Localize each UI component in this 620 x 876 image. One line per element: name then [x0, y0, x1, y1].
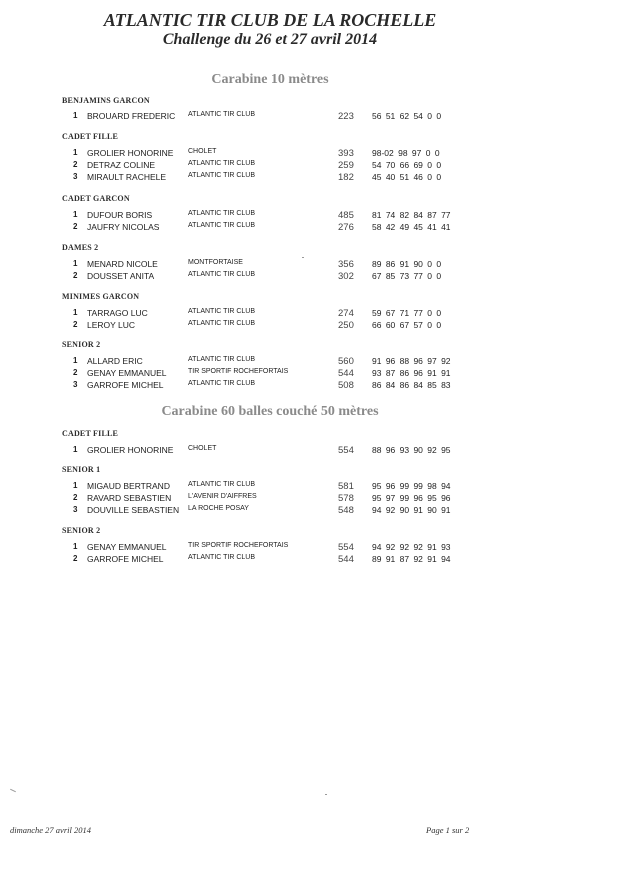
total-score: 485 [338, 210, 354, 221]
shooter-name: MIRAULT RACHELE [87, 172, 167, 182]
rank: 2 [73, 271, 78, 280]
shooter-name: GROLIER HONORINE [87, 445, 174, 455]
shooter-name: BROUARD FREDERIC [87, 111, 176, 121]
total-score: 182 [338, 172, 354, 183]
series-scores: 67 85 73 77 0 0 [372, 271, 442, 281]
result-row [0, 308, 620, 320]
rank: 2 [73, 320, 78, 329]
total-score: 274 [338, 308, 354, 319]
shooter-name: LEROY LUC [87, 320, 136, 330]
series-scores: 66 60 67 57 0 0 [372, 320, 442, 330]
club-name: ATLANTIC TIR CLUB [188, 210, 256, 217]
shooter-name: DOUVILLE SEBASTIEN [87, 505, 180, 515]
result-row [0, 445, 620, 457]
series-scores: 81 74 82 84 87 77 [372, 210, 451, 220]
category-heading: SENIOR 2 [62, 340, 101, 349]
total-score: 578 [338, 493, 354, 504]
shooter-name: GARROFE MICHEL [87, 380, 164, 390]
total-score: 560 [338, 356, 354, 367]
rank: 1 [73, 210, 78, 219]
rank: 3 [73, 505, 78, 514]
rank: 3 [73, 380, 78, 389]
club-name: MONTFORTAISE [188, 259, 243, 266]
result-row [0, 320, 620, 332]
rank: 2 [73, 554, 78, 563]
shooter-name: GENAY EMMANUEL [87, 368, 167, 378]
footer-page-number: Page 1 sur 2 [426, 825, 470, 835]
rank: 1 [73, 356, 78, 365]
total-score: 356 [338, 259, 354, 270]
category-heading: MINIMES GARCON [62, 292, 140, 301]
category-heading: SENIOR 2 [62, 526, 101, 535]
shooter-name: JAUFRY NICOLAS [87, 222, 160, 232]
category-heading: CADET FILLE [62, 429, 119, 438]
result-row [0, 505, 620, 517]
result-row [0, 111, 620, 123]
shooter-name: GENAY EMMANUEL [87, 542, 167, 552]
total-score: 544 [338, 554, 354, 565]
rank: 2 [73, 493, 78, 502]
series-scores: 58 42 49 45 41 41 [372, 222, 451, 232]
section-title: Carabine 10 mètres [211, 72, 329, 87]
page-subtitle: Challenge du 26 et 27 avril 2014 [162, 31, 378, 48]
result-row [0, 148, 620, 160]
result-row [0, 222, 620, 234]
rank: 1 [73, 445, 78, 454]
category-heading: CADET GARCON [62, 194, 130, 203]
result-row [0, 259, 620, 271]
series-scores: 91 96 88 96 97 92 [372, 356, 451, 366]
total-score: 554 [338, 445, 354, 456]
club-name: ATLANTIC TIR CLUB [188, 308, 256, 315]
shooter-name: DUFOUR BORIS [87, 210, 153, 220]
total-score: 259 [338, 160, 354, 171]
rank: 1 [73, 481, 78, 490]
rank: 1 [73, 259, 78, 268]
total-score: 250 [338, 320, 354, 331]
rank: 2 [73, 222, 78, 231]
club-name: ATLANTIC TIR CLUB [188, 320, 256, 327]
rank: 1 [73, 111, 78, 120]
club-name: ATLANTIC TIR CLUB [188, 222, 256, 229]
result-row [0, 271, 620, 283]
total-score: 302 [338, 271, 354, 282]
series-scores: 94 92 90 91 90 91 [372, 505, 451, 515]
rank: 1 [73, 308, 78, 317]
shooter-name: ALLARD ERIC [87, 356, 143, 366]
category-heading: DAMES 2 [62, 243, 99, 252]
shooter-name: TARRAGO LUC [87, 308, 148, 318]
result-row [0, 380, 620, 392]
result-row [0, 160, 620, 172]
result-row [0, 172, 620, 184]
series-scores: 56 51 62 54 0 0 [372, 111, 442, 121]
shooter-name: DETRAZ COLINE [87, 160, 156, 170]
series-scores: 45 40 51 46 0 0 [372, 172, 442, 182]
club-name: ATLANTIC TIR CLUB [188, 356, 256, 363]
shooter-name: RAVARD SEBASTIEN [87, 493, 172, 503]
series-scores: 59 67 71 77 0 0 [372, 308, 442, 318]
series-scores: 89 86 91 90 0 0 [372, 259, 442, 269]
club-name: ATLANTIC TIR CLUB [188, 160, 256, 167]
category-heading: BENJAMINS GARCON [62, 96, 150, 105]
series-scores: 89 91 87 92 91 94 [372, 554, 451, 564]
rank: 2 [73, 160, 78, 169]
total-score: 223 [338, 111, 354, 122]
shooter-name: GROLIER HONORINE [87, 148, 174, 158]
club-name: ATLANTIC TIR CLUB [188, 481, 256, 488]
club-name: CHOLET [188, 148, 217, 155]
shooter-name: GARROFE MICHEL [87, 554, 164, 564]
total-score: 548 [338, 505, 354, 516]
rank: 1 [73, 542, 78, 551]
shooter-name: MIGAUD BERTRAND [87, 481, 170, 491]
club-name: ATLANTIC TIR CLUB [188, 172, 256, 179]
scan-speck [10, 789, 16, 792]
rank: 3 [73, 172, 78, 181]
club-name: CHOLET [188, 445, 217, 452]
result-row [0, 554, 620, 566]
club-name: TIR SPORTIF ROCHEFORTAIS [188, 368, 289, 375]
rank: 2 [73, 368, 78, 377]
rank: 1 [73, 148, 78, 157]
shooter-name: DOUSSET ANITA [87, 271, 155, 281]
total-score: 554 [338, 542, 354, 553]
series-scores: 54 70 66 69 0 0 [372, 160, 442, 170]
result-row [0, 542, 620, 554]
total-score: 544 [338, 368, 354, 379]
shooter-name: MENARD NICOLE [87, 259, 158, 269]
club-name: ATLANTIC TIR CLUB [188, 554, 256, 561]
club-name: L'AVENIR D'AIFFRES [188, 493, 257, 500]
result-row [0, 368, 620, 380]
footer-date: dimanche 27 avril 2014 [10, 825, 91, 835]
section-title: Carabine 60 balles couché 50 mètres [161, 404, 379, 419]
series-scores: 94 92 92 92 91 93 [372, 542, 451, 552]
result-row [0, 481, 620, 493]
club-name: LA ROCHE POSAY [188, 505, 249, 512]
scan-speck [325, 794, 327, 795]
scan-speck [302, 257, 304, 258]
total-score: 276 [338, 222, 354, 233]
series-scores: 93 87 86 96 91 91 [372, 368, 451, 378]
series-scores: 95 97 99 96 95 96 [372, 493, 451, 503]
result-row [0, 356, 620, 368]
result-row [0, 493, 620, 505]
category-heading: CADET FILLE [62, 132, 119, 141]
category-heading: SENIOR 1 [62, 465, 101, 474]
result-row [0, 210, 620, 222]
club-name: TIR SPORTIF ROCHEFORTAIS [188, 542, 289, 549]
total-score: 581 [338, 481, 354, 492]
total-score: 508 [338, 380, 354, 391]
series-scores: 95 96 99 99 98 94 [372, 481, 451, 491]
club-name: ATLANTIC TIR CLUB [188, 380, 256, 387]
club-name: ATLANTIC TIR CLUB [188, 111, 256, 118]
series-scores: 98-02 98 97 0 0 [372, 148, 440, 158]
series-scores: 86 84 86 84 85 83 [372, 380, 451, 390]
series-scores: 88 96 93 90 92 95 [372, 445, 451, 455]
club-name: ATLANTIC TIR CLUB [188, 271, 256, 278]
page-title: ATLANTIC TIR CLUB DE LA ROCHELLE [103, 10, 437, 30]
total-score: 393 [338, 148, 354, 159]
